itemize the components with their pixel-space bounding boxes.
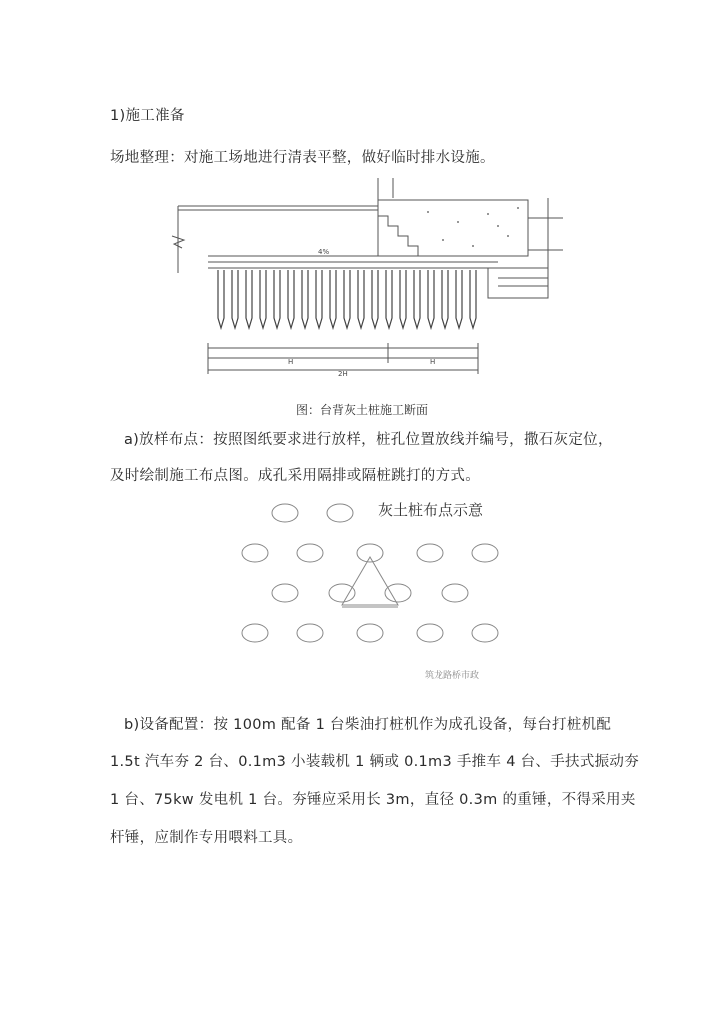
site-prep-text: 场地整理：对施工场地进行清表平整，做好临时排水设施。: [110, 150, 495, 166]
pile-circle: [417, 544, 443, 562]
pile-circle: [385, 584, 411, 602]
pile-circle: [272, 504, 298, 522]
pile-circle: [297, 544, 323, 562]
watermark: 筑龙路桥市政: [425, 671, 480, 681]
pile-shape: [442, 270, 448, 328]
pile-circle: [242, 544, 268, 562]
dim-right-label: H: [430, 358, 436, 366]
pile-shape: [218, 270, 224, 328]
pile-shape: [232, 270, 238, 328]
pile-shape: [274, 270, 280, 328]
pile-circle: [417, 624, 443, 642]
pile-shape: [316, 270, 322, 328]
construction-section-drawing: [168, 178, 568, 383]
pile-circle: [472, 624, 498, 642]
pile-circle: [242, 624, 268, 642]
pile-circle: [357, 544, 383, 562]
paragraph-a-line1: a)放样布点：按照图纸要求进行放样，桩孔位置放线并编号，撒石灰定位，: [124, 432, 613, 448]
pile-shape: [344, 270, 350, 328]
pile-circle: [327, 504, 353, 522]
pile-circle: [472, 544, 498, 562]
pile-circle: [357, 624, 383, 642]
pile-circle: [329, 584, 355, 602]
paragraph-b-line3: 1 台、75kw 发电机 1 台。夯锤应采用长 3m，直径 0.3m 的重锤，不得采用夹: [110, 792, 636, 808]
pile-layout-drawing: [230, 495, 510, 690]
pile-shape: [456, 270, 462, 328]
pile-shape: [288, 270, 294, 328]
dim-left-label: H: [288, 358, 294, 366]
paragraph-a-line2: 及时绘制施工布点图。成孔采用隔排或隔桩跳打的方式。: [110, 468, 480, 484]
paragraph-b-line2: 1.5t 汽车夯 2 台、0.1m3 小装载机 1 辆或 0.1m3 手推车 4 台、手扶式振动夯: [110, 754, 640, 770]
pile-circle: [297, 624, 323, 642]
pile-circle: [272, 584, 298, 602]
pile-shape: [428, 270, 434, 328]
paragraph-b-line1: b)设备配置：按 100m 配备 1 台柴油打桩机作为成孔设备，每台打桩机配: [124, 717, 612, 733]
figure1-caption: 图：台背灰土桩施工断面: [295, 403, 428, 417]
dim-total-label: 2H: [338, 370, 348, 378]
slope-label: 4%: [318, 248, 330, 256]
pile-circle: [442, 584, 468, 602]
pile-shape: [400, 270, 406, 328]
section-heading: 1)施工准备: [110, 108, 185, 124]
pile-shape: [302, 270, 308, 328]
pile-shape: [246, 270, 252, 328]
pile-shape: [260, 270, 266, 328]
pile-shape: [358, 270, 364, 328]
pile-shape: [372, 270, 378, 328]
pile-shape: [414, 270, 420, 328]
paragraph-b-line4: 杆锤，应制作专用喂料工具。: [110, 830, 303, 846]
pile-shape: [386, 270, 392, 328]
figure2-title: 灰土桩布点示意: [378, 501, 484, 519]
pile-shape: [330, 270, 336, 328]
pile-shape: [470, 270, 476, 328]
